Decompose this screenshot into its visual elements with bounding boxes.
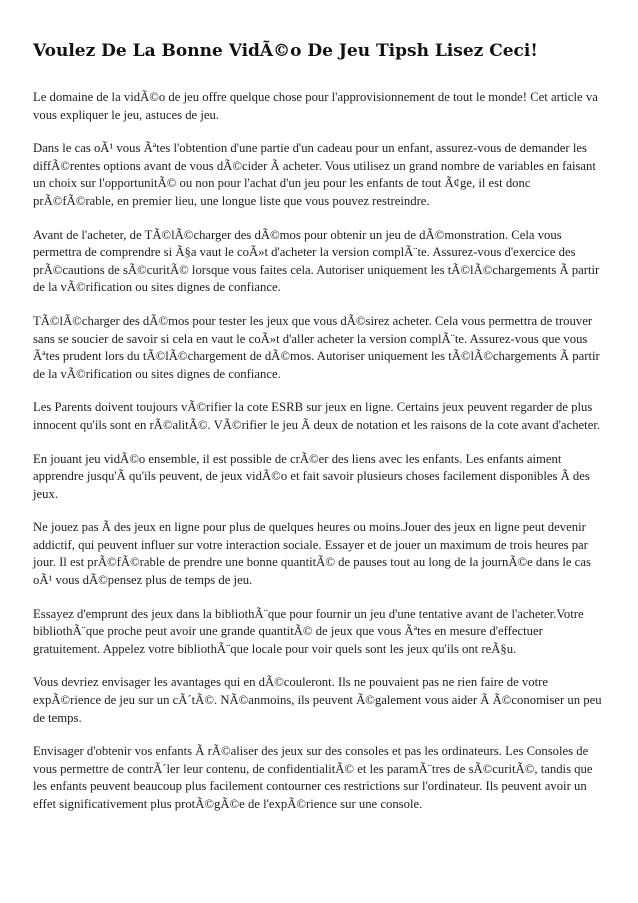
paragraph-gift-options: Dans le cas oÃ¹ vous Ãªtes l'obtention d'une partie d'un cadeau pour un enfant, assurez-vous de demander les diffÃ©rentes options avant de vous dÃ©cider Ã acheter. Vous utilisez un grand nombre de variables en faisant un choix sur l'opportunitÃ© ou non pour l'achat d'un jeu pour les enfants de tout Ã¢ge, il est donc prÃ©fÃ©rable, en premier lieu, une longue liste que vous pouvez restreindre. <box>33 141 596 208</box>
paragraph-library: Essayez d'emprunt des jeux dans la bibliothÃ¨que pour fournir un jeu d'une tentative avant de l'acheter.Votre bibliothÃ¨que proche peut avoir une grande quantitÃ© de jeux que vous Ãªtes en mesure d'effectuer gratuitement. Appelez votre bibliothÃ¨que locale pour voir quels sont les jeux qu'ils ont reÃ§u. <box>33 606 584 656</box>
paragraph-download-demos: Avant de l'acheter, de TÃ©lÃ©charger des dÃ©mos pour obtenir un jeu de dÃ©monstration. Cela vous permettra de comprendre si Ã§a vaut le coÃ»t d'acheter la version complÃ¨te. Assurez-vous d'exercice des prÃ©cautions de sÃ©curitÃ© lorsque vous faites cela. Autoriser uniquement les tÃ©lÃ©chargements Ã partir de la vÃ©rification ou sites dignes de confiance. <box>33 227 600 295</box>
document-page <box>33 40 607 830</box>
paragraph-intro: Le domaine de la vidÃ©o de jeu offre quelque chose pour l'approvisionnement de tout le monde! Cet article va vous expliquer le jeu, astuces de jeu. <box>33 90 598 122</box>
document-title: Voulez De La Bonne VidÃ©o De Jeu Tipsh Lisez Ceci! <box>33 41 538 61</box>
paragraph-advantages: Vous devriez envisager les avantages qui en dÃ©couleront. Ils ne pouvaient pas ne rien faire de votre expÃ©rience de jeu sur un cÃ´tÃ©. NÃ©anmoins, ils peuvent Ã©galement vous aider Ã Ã©conomiser un peu de temps. <box>33 675 602 725</box>
paragraph-esrb-rating: Les Parents doivent toujours vÃ©rifier la cote ESRB sur jeux en ligne. Certains jeux peuvent regarder de plus innocent qu'ils sont en rÃ©alitÃ©. VÃ©rifier le jeu Ã deux de notation et les raisons de la cote avant d'acheter. <box>33 400 601 432</box>
paragraph-limit-online: Ne jouez pas Ã des jeux en ligne pour plus de quelques heures ou moins.Jouer des jeux en ligne peut devenir addictif, qui peuvent influer sur votre interaction sociale. Essayer et de jouer un maximum de trois heures par jour. Il est prÃ©fÃ©rable de prendre une bonne quantitÃ© de pauses tout au long de la journÃ©e dans le cas oÃ¹ vous dÃ©pensez plus de temps de jeu. <box>33 520 591 588</box>
paragraph-test-demos: TÃ©lÃ©charger des dÃ©mos pour tester les jeux que vous dÃ©sirez acheter. Cela vous permettra de trouver sans se soucier de savoir si cela en vaut le coÃ»t d'aller acheter la version complÃ¨te. Assurez-vous que vous Ãªtes prudent lors du tÃ©lÃ©chargement de dÃ©mos. Autoriser uniquement les tÃ©lÃ©chargements Ã partir de la vÃ©rification ou sites dignes de confiance. <box>33 313 600 381</box>
paragraph-consoles: Envisager d'obtenir vos enfants Ã rÃ©aliser des jeux sur des consoles et pas les ordinateurs. Les Consoles de vous permettre de contrÃ´ler leur contenu, de confidentialitÃ© et les paramÃ¨tres de sÃ©curitÃ©, tandis que les enfants peuvent beaucoup plus facilement contourner ces restrictions sur l'ordinateur. Ils peuvent avoir un effet significativement plus protÃ©gÃ©e de l'expÃ©rience sur une console. <box>33 744 593 811</box>
paragraph-play-together: En jouant jeu vidÃ©o ensemble, il est possible de crÃ©er des liens avec les enfants. Les enfants aiment apprendre jusqu'Ã qu'ils peuvent, de jeux vidÃ©o et fait savoir plusieurs choses facilement disponibles Ã des jeux. <box>33 451 590 501</box>
